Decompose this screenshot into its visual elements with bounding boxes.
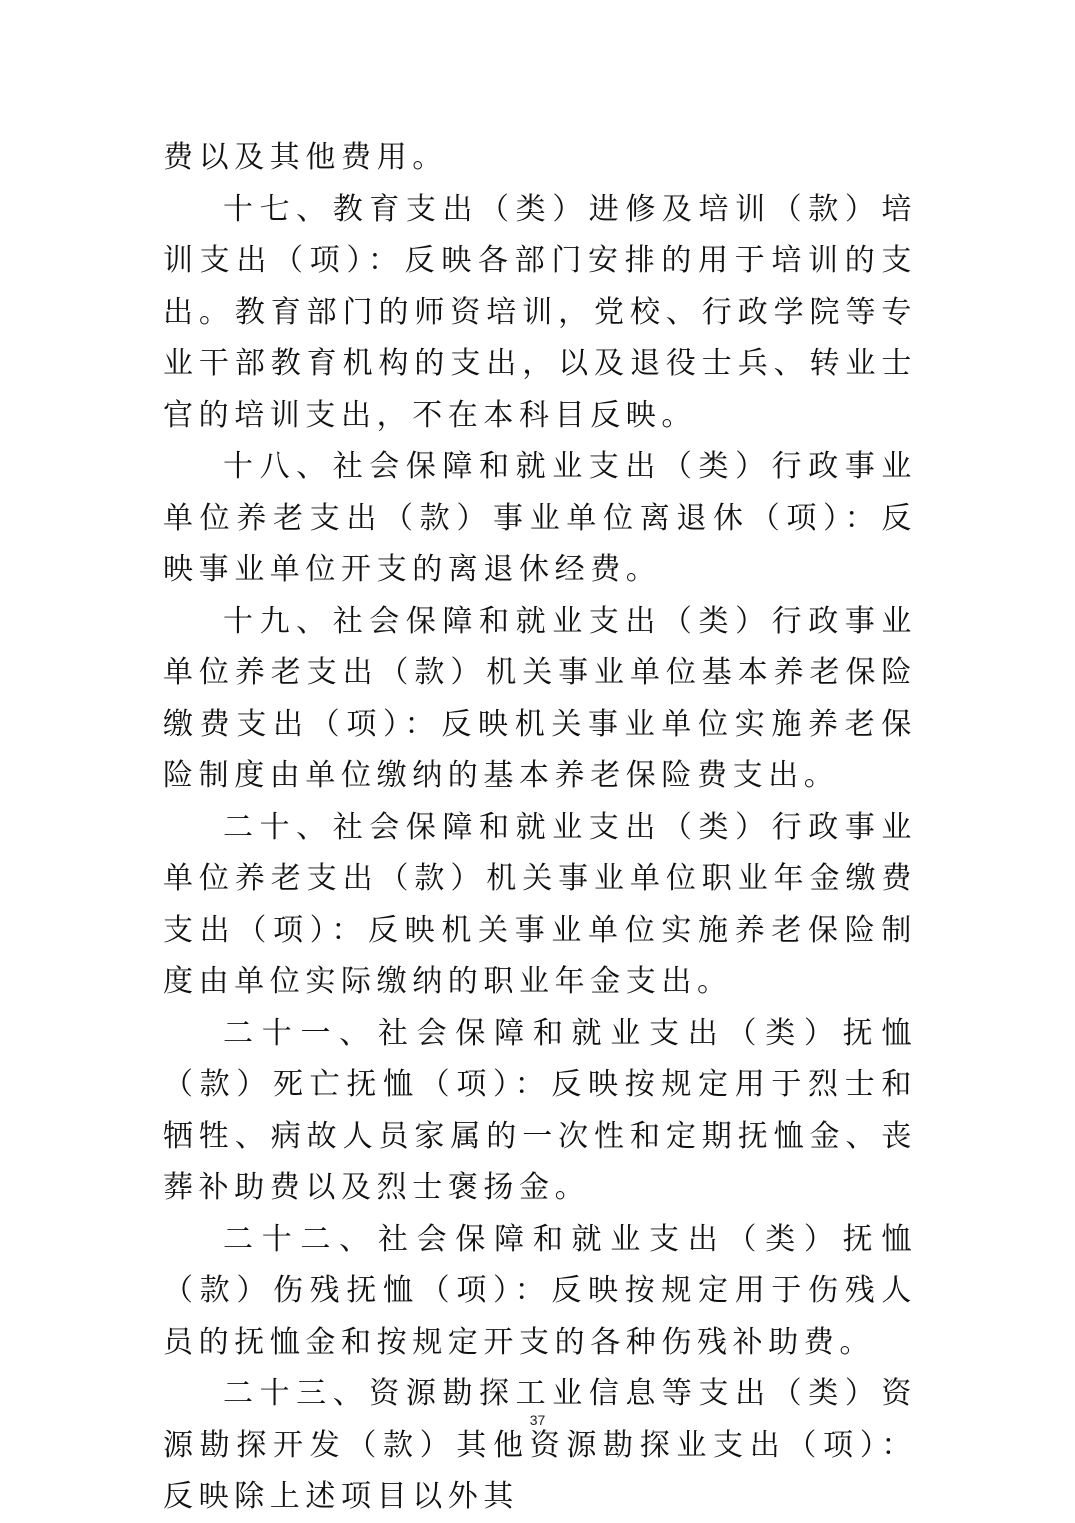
body-text (163, 132, 917, 1523)
paragraph-item-23: 二十三、资源勘探工业信息等支出（类）资源勘探开发（款）其他资源勘探业支出（项）：反映除上述项目以外其 (163, 1376, 917, 1514)
paragraph-item-19: 十九、社会保障和就业支出（类）行政事业单位养老支出（款）机关事业单位基本养老保险缴费支出（项）：反映机关事业单位实施养老保险制度由单位缴纳的基本养老保险费支出。 (163, 603, 917, 793)
paragraph-item-21: 二十一、社会保障和就业支出（类）抚恤（款）死亡抚恤（项）：反映按规定用于烈士和牺牲、病故人员家属的一次性和定期抚恤金、丧葬补助费以及烈士褒扬金。 (163, 1015, 917, 1205)
paragraph-item-17: 十七、教育支出（类）进修及培训（款）培训支出（项）：反映各部门安排的用于培训的支出。教育部门的师资培训，党校、行政学院等专业干部教育机构的支出，以及退役士兵、转业士官的培训支出，不在本科目反映。 (163, 191, 917, 433)
page-number: 37 (529, 1412, 546, 1428)
paragraph-continuation: 费以及其他费用。 (163, 140, 448, 175)
paragraph-item-20: 二十、社会保障和就业支出（类）行政事业单位养老支出（款）机关事业单位职业年金缴费支出（项）：反映机关事业单位实施养老保险制度由单位实际缴纳的职业年金支出。 (163, 809, 917, 999)
paragraph-item-18: 十八、社会保障和就业支出（类）行政事业单位养老支出（款）事业单位离退休（项）：反映事业单位开支的离退休经费。 (163, 449, 917, 587)
paragraph-item-22: 二十二、社会保障和就业支出（类）抚恤（款）伤残抚恤（项）：反映按规定用于伤残人员的抚恤金和按规定开支的各种伤残补助费。 (163, 1221, 917, 1360)
